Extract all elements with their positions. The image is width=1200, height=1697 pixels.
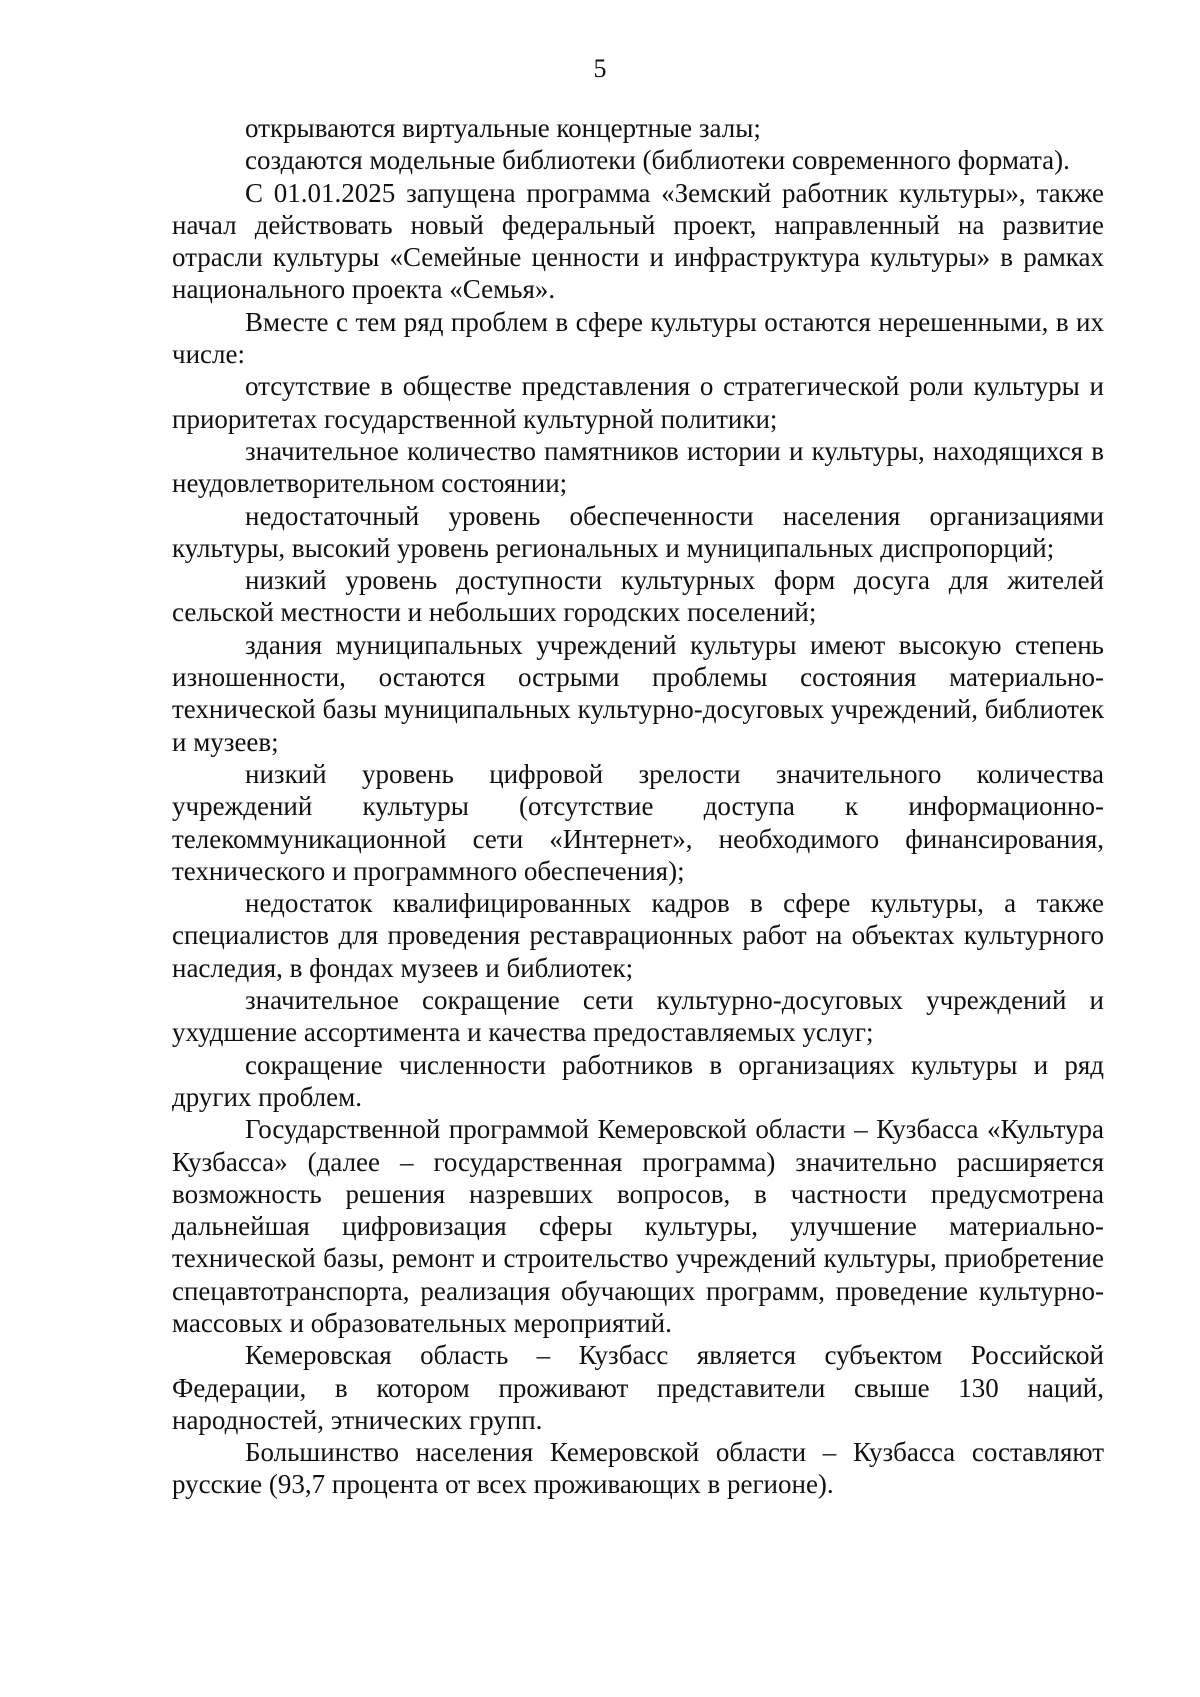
page-number: 5 [593, 54, 607, 83]
paragraph-virtual-concert-halls: открываются виртуальные концертные залы; [245, 113, 761, 143]
paragraph-nations: Кемеровская область – Кузбасс является субъектом Российской Федерации, в котором проживают представители свыше 130 наций, народностей, этнических групп. [172, 1340, 1104, 1435]
paragraph-model-libraries: создаются модельные библиотеки (библиотеки современного формата). [245, 145, 1070, 176]
paragraph-problems-intro: Вместе с тем ряд проблем в сфере культуры остаются нерешенными, в их числе: [172, 306, 1104, 370]
problem-item-workforce-reduction: сокращение численности работников в организациях культуры и ряд других проблем. [172, 1049, 1104, 1112]
problem-item-provision: недостаточный уровень обеспеченности населения организациями культуры, высокий уровень региональных и муниципальных диспропорций; [172, 500, 1104, 563]
paragraph-zemsky-program: С 01.01.2025 запущена программа «Земский работник культуры», также начал действовать новый федеральный проект, направленный на развитие отрасли культуры «Семейные ценности и инфраструктура культуры» в рамках национального проекта «Семья». [172, 177, 1104, 305]
problem-item-strategic-role: отсутствие в обществе представления о стратегической роли культуры и приоритетах государственной культурной политики; [172, 371, 1104, 434]
problem-item-buildings: здания муниципальных учреждений культуры имеют высокую степень изношенности, остаются острыми проблемы состояния материально-технической базы муниципальных культурно-досуговых учреждений, библиотек и музеев; [172, 629, 1104, 757]
document-body [172, 112, 1104, 1501]
problem-item-rural-access: низкий уровень доступности культурных форм досуга для жителей сельской местности и небольших городских поселений; [172, 565, 1104, 628]
paragraph-population: Большинство населения Кемеровской области – Кузбасса составляют русские (93,7 процента от всех проживающих в регионе). [172, 1437, 1104, 1500]
problem-item-network-reduction: значительное сокращение сети культурно-досуговых учреждений и ухудшение ассортимента и качества предоставляемых услуг; [172, 985, 1104, 1048]
problem-item-staff-shortage: недостаток квалифицированных кадров в сфере культуры, а также специалистов для проведения реставрационных работ на объектах культурного наследия, в фондах музеев и библиотек; [172, 888, 1104, 983]
problem-item-digital-maturity: низкий уровень цифровой зрелости значительного количества учреждений культуры (отсутствие доступа к информационно-телекоммуникационной сети «Интернет», необходимого финансирования, технического и программного обеспечения); [172, 758, 1104, 886]
paragraph-state-program: Государственной программой Кемеровской области – Кузбасса «Культура Кузбасса» (далее – государственная программа) значительно расширяется возможность решения назревших вопросов, в частности предусмотрена дальнейшая цифровизация сферы культуры, улучшение материально-технической базы, ремонт и строительство учреждений культуры, приобретение спецавтотранспорта, реализация обучающих программ, проведение культурно-массовых и образовательных мероприятий. [172, 1114, 1104, 1338]
problem-item-monuments: значительное количество памятников истории и культуры, находящихся в неудовлетворительном состоянии; [172, 435, 1104, 499]
